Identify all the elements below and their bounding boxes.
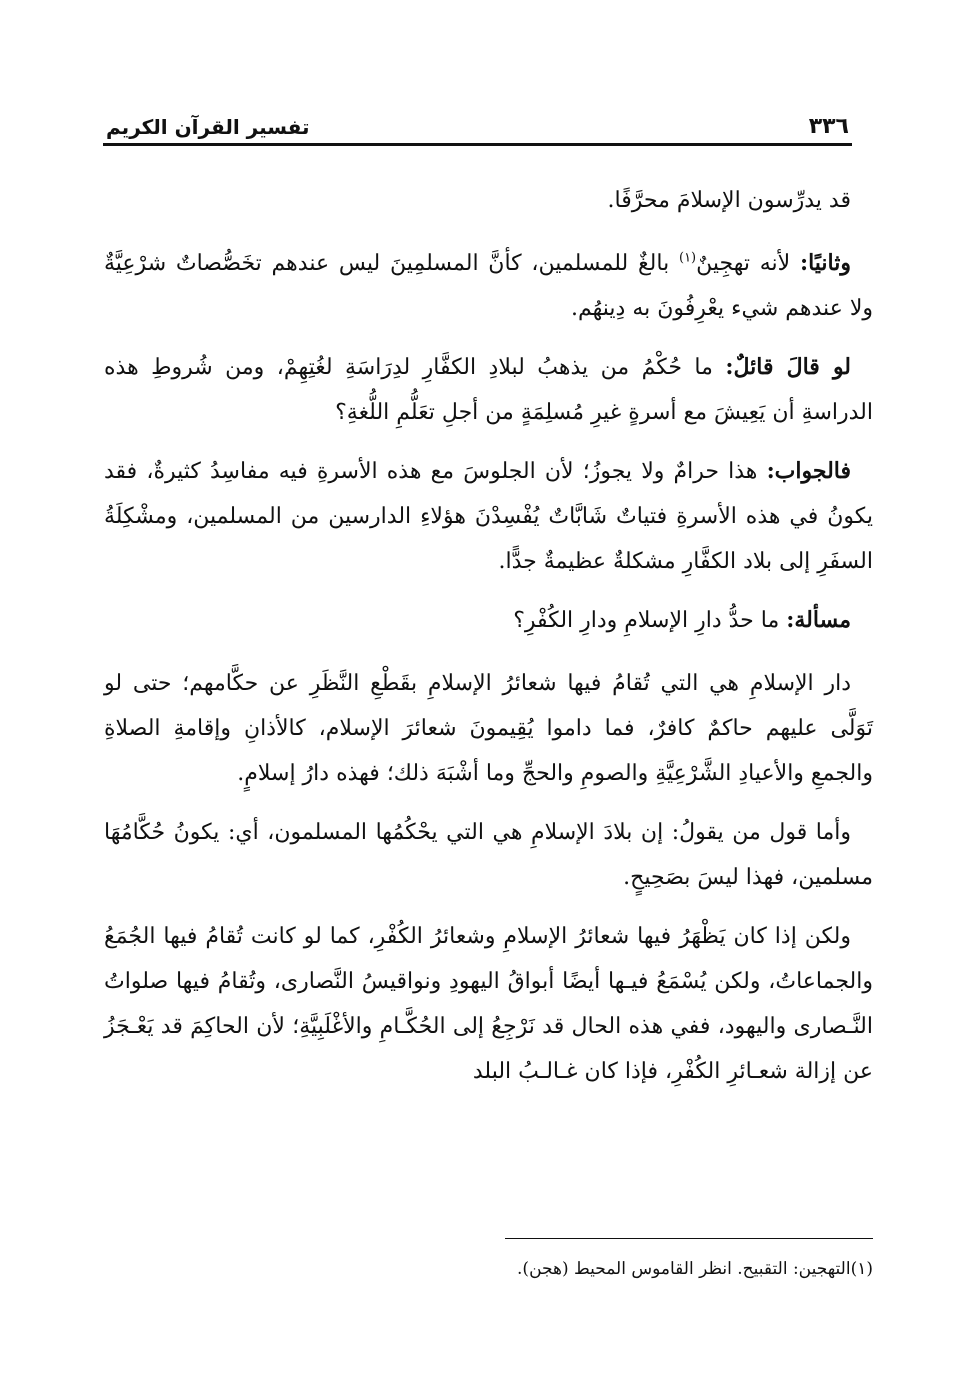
paragraph-6: دار الإسلامِ هي التي تُقامُ فيها شعائرُ الإسلامِ بقَطْعِ النَّظَرِ عن حكَّامهم؛ حتى لو تَوَلَّى عليهم حاكمٌ كافرٌ، فما داموا يُقِيمونَ شعائرَ الإسلام، كالأذانِ وإقامةِ الصلاةِ والجمعِ والأعيادِ الشَّرْعِيَّةِ والصومِ والحجِّ وما أشْبَهَ ذلك؛ فهذه دارُ إسلامٍ. bbox=[104, 671, 873, 786]
paragraph-2-text-a: لأنه تهجِينٌ bbox=[696, 251, 800, 276]
footnote: (١)التهجين: التقبيح. انظر القاموس المحيط (هجن). bbox=[517, 1259, 873, 1279]
header-rule bbox=[103, 143, 852, 146]
footnote-reference: (١) bbox=[678, 250, 697, 266]
paragraph-7: وأما قول من يقولُ: إن بلادَ الإسلامِ هي التي يحْكُمُها المسلمون، أي: يكونُ حُكَّامُهَا مسلمين، فهذا ليسَ بصَحِيحٍ. bbox=[104, 820, 873, 890]
paragraph-1: قد يدرِّسون الإسلامَ محرَّفًا. bbox=[607, 188, 851, 213]
paragraph-5-lead: مسألة: bbox=[786, 607, 851, 633]
paragraph-8: ولكن إذا كان يَظْهَرُ فيها شعائرُ الإسلامِ وشعائرُ الكُفْرِ، كما لو كانت تُقامُ فيها الجُمَعُ والجماعاتُ، ولكن يُسْمَعُ فيـها أيضًا أبواقُ اليهودِ ونواقيسُ النَّصارى، وتُقامُ فيها صلواتُ النَّـصارى واليهود، ففي هذه الحال قد نَرْجِعُ إلى الحُكَّـامِ والأغْلَبِيَّةِ؛ لأن الحاكِمَ قد يَعْـجَزُ عن إزالة شعـائرِ الكُفْرِ، فإذا كان غـالـبُ البلد bbox=[104, 924, 873, 1084]
paragraph-3 bbox=[104, 345, 873, 435]
paragraph-4-text: هذا حرامٌ ولا يجوزُ؛ لأن الجلوسَ مع هذه الأسرةِ فيه مفاسِدُ كثيرةٌ، فقد يكونُ في هذه الأسرةِ فتياتٌ شَابَّاتٌ يُفْسِدْنَ هؤلاءِ الدارسين من المسلمين، ومشْكِلَةُ السفَرِ إلى بلاد الكفَّارِ مشكلةٌ عظيمةٌ جدًّا. bbox=[104, 459, 873, 574]
paragraph-2 bbox=[104, 241, 873, 331]
book-title: تفسير القرآن الكريم bbox=[106, 115, 310, 139]
paragraph-3-lead: لو قالَ قائلٌ: bbox=[725, 354, 852, 380]
paragraph-3-text: ما حُكْمُ من يذهبُ لبلادِ الكفَّارِ لدِرَاسَةِ لغُتِهِمْ، ومن شُروطِ هذه الدراسةِ أن يَعِيشَ مع أسرةٍ غيرِ مُسلِمَةٍ من أجلِ تعَلُّمِ اللُّغةِ؟ bbox=[104, 355, 873, 425]
running-header bbox=[104, 108, 851, 142]
paragraph-4 bbox=[104, 449, 873, 584]
paragraph-5 bbox=[104, 598, 873, 643]
paragraph-5-text: ما حدُّ دارِ الإسلامِ ودارِ الكُفْرِ؟ bbox=[513, 608, 787, 633]
footnote-divider bbox=[505, 1238, 873, 1239]
paragraph-2-lead: وثانيًا: bbox=[799, 250, 852, 276]
paragraph-4-lead: فالجواب: bbox=[766, 458, 851, 484]
page-number: ٣٣٦ bbox=[808, 114, 849, 139]
main-text bbox=[104, 178, 873, 1108]
paragraph-2-text-b: بالغٌ للمسلمين، كأنَّ المسلمِينَ ليس عندهم تخَصُّصاتٌ شرْعِيَّةٌ ولا عندهم شيء يعْرِفُونَ به دِينهُم. bbox=[104, 251, 873, 321]
